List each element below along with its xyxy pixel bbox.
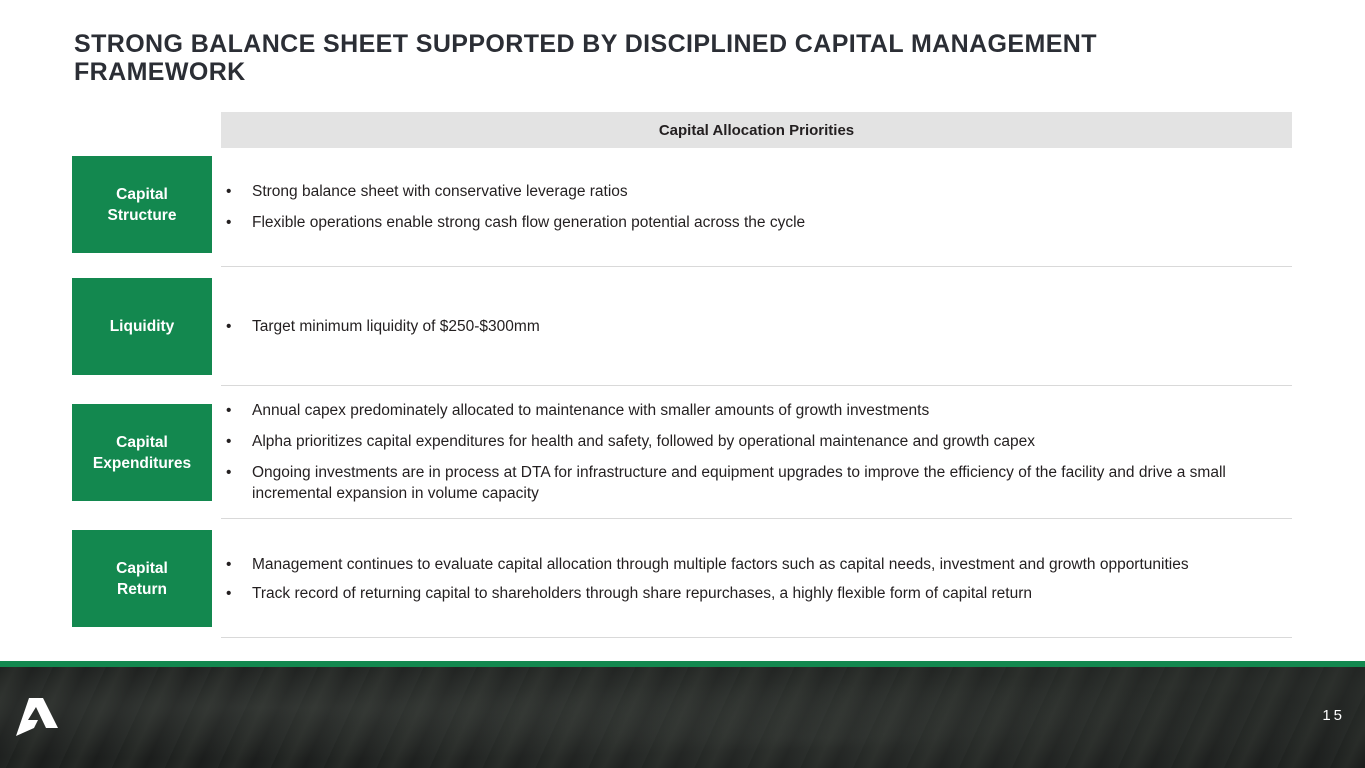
- row-label-liquidity: Liquidity: [72, 278, 212, 375]
- list-item: • Management continues to evaluate capital allocation through multiple factors such as capital needs, investment and growth opportunities: [226, 554, 1294, 575]
- alpha-logo-icon: [16, 698, 58, 736]
- list-item: • Flexible operations enable strong cash flow generation potential across the cycle: [226, 212, 1294, 233]
- list-item: • Alpha prioritizes capital expenditures for health and safety, followed by operational maintenance and growth capex: [226, 431, 1294, 452]
- row-label-capital-structure: Capital Structure: [72, 156, 212, 253]
- bullet-list-capital-return: [226, 554, 1294, 604]
- list-item: • Ongoing investments are in process at DTA for infrastructure and equipment upgrades to improve the efficiency of the facility and drive a small incremental expansion in volume capacity: [226, 462, 1294, 504]
- bullet-list-capital-structure: [226, 181, 1294, 233]
- list-item: • Annual capex predominately allocated to maintenance with smaller amounts of growth investments: [226, 400, 1294, 421]
- list-item: • Track record of returning capital to shareholders through share repurchases, a highly flexible form of capital return: [226, 583, 1294, 604]
- footer: [0, 667, 1365, 768]
- row-divider: [221, 266, 1292, 267]
- row-divider: [221, 637, 1292, 638]
- row-divider: [221, 385, 1292, 386]
- page-number: 15: [1322, 707, 1345, 724]
- slide-title: STRONG BALANCE SHEET SUPPORTED BY DISCIPLINED CAPITAL MANAGEMENT FRAMEWORK: [74, 30, 1097, 86]
- table-header: Capital Allocation Priorities: [221, 112, 1292, 148]
- row-divider: [221, 518, 1292, 519]
- row-label-capital-expenditures: Capital Expenditures: [72, 404, 212, 501]
- list-item: • Strong balance sheet with conservative leverage ratios: [226, 181, 1294, 202]
- bullet-list-liquidity: [226, 316, 1294, 337]
- list-item: • Target minimum liquidity of $250-$300mm: [226, 316, 1294, 337]
- bullet-list-capital-expenditures: [226, 400, 1294, 504]
- row-label-capital-return: Capital Return: [72, 530, 212, 627]
